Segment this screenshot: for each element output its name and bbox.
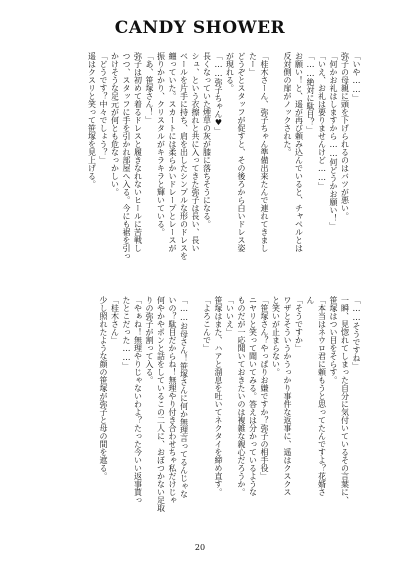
text-line: 「あ、笹塚さん！」 [145, 52, 154, 124]
text-line: ニヤリと笑って聞いてみる。答えは分かっているような [248, 296, 258, 496]
text-line: かけそうな足元が何とも危なっかしい。 [110, 52, 120, 196]
text-line: りの弥子が割って入る。 [145, 296, 154, 384]
text-line: 笹塚はつい目をそらす。 [329, 296, 338, 384]
text-line: 弥子の母親に頭を下げられるのはバツが悪い。 [340, 52, 350, 220]
text-line: 「……お母さん！笹塚さんに何か無理言ってるんじゃな [179, 296, 189, 498]
text-line: ワザとそういうかうっかり事件な返事に、遥はクスクス [283, 296, 292, 496]
text-line: 「いいえ」 [225, 296, 235, 336]
text-block-top [44, 52, 362, 280]
text-line: どうぞとスタッフが促すと、その後ろから白いドレス姿 [237, 52, 246, 252]
text-line: ん [306, 296, 315, 304]
text-line: 纏っていた。スカートには柔らかいドレープとレースが [168, 52, 177, 252]
text-line: 何やかやポンと話をしているこの二人に、おぼつかない足取 [156, 296, 166, 512]
text-line: 長くなっていた煙草の灰が膝に落ちそうになる。 [202, 52, 212, 228]
text-line: 「いえ、お礼は要りませんけど……」 [317, 52, 327, 190]
text-line: ものだが一応聞いておきたいのは複雑な親心だろうか。 [237, 296, 246, 496]
text-line: 弥子は初めて着るドレスと履きなれないヒールに苦戦し [133, 52, 143, 252]
text-line [190, 296, 202, 524]
text-line: お願い！と、遥が再び頼み込んでいると、チャペルとは [294, 52, 304, 252]
page-number: 20 [194, 543, 206, 552]
text-line: 「……絶対に駄目？」 [306, 52, 315, 134]
text-line: が現れる。 [225, 52, 235, 92]
text-line: 振りかかり、クリスタルがキラキラと輝いている。 [156, 52, 166, 236]
text-line: シュ、という衣擦れと共に入ってきた弥子は長い、長い [191, 52, 200, 252]
text-line: 「本当はネウロ君に頼もうと思ってたんですよ？花婿さ [317, 296, 327, 496]
text-line: 「やぁね！無理やりじゃないわよ？たった今いい返事貰っ [133, 296, 143, 504]
text-line: ベールを片手に持ち、肩を出したシンプルな形のドレスを [179, 52, 189, 260]
text-line: 「笹塚さん？やっぱりお嫌ですか？弥子の相手役」 [260, 296, 269, 480]
text-line: 「いや……」 [352, 52, 361, 102]
text-line: 「桂木さーん、弥子ちゃん準備出来たんで連れてきまし [260, 52, 269, 252]
text-line: つつ、スタッフに手を引かれ部屋へ入る。今にも裾を引っ [122, 52, 131, 260]
text-line: たとこだった……」 [122, 296, 131, 370]
text-line: 「どうです？中々でしょう？」 [99, 52, 108, 164]
text-line: 「……弥子ちゃん♥」 [214, 52, 223, 135]
text-line: 少し照れたような顔の笹塚が弥子と母の間を遮る。 [99, 296, 108, 480]
text-line: 「……そうですね」 [352, 296, 361, 370]
text-line: 「そうですか」 [294, 296, 304, 352]
text-line [270, 52, 282, 280]
text-line: いの？駄目だからね！無理やり付き合わせちゃ私だけじゃ [168, 296, 177, 504]
text-line: たー」 [248, 52, 258, 76]
text-line: 「何かお礼はしますから……何どうかお願い！」 [329, 52, 338, 230]
text-line: 遥はクスリと笑って笹塚を見上げる。 [87, 52, 97, 188]
text-line: 笹塚はまた、ハアと溜息を吐いてネクタイを締め直す。 [214, 296, 223, 496]
text-line: と笑いが止まらない。 [271, 296, 281, 376]
text-line: 「よろこんで」 [202, 296, 212, 352]
page-title: CANDY SHOWER [114, 18, 286, 38]
text-line: 一瞬、見惚れてしまった自分に気付いているその言葉に、 [340, 296, 350, 504]
text-line: 「桂木さん」 [110, 296, 120, 344]
text-block-bottom [44, 296, 362, 524]
text-line: 反対側の扉がノックされた。 [283, 52, 292, 156]
